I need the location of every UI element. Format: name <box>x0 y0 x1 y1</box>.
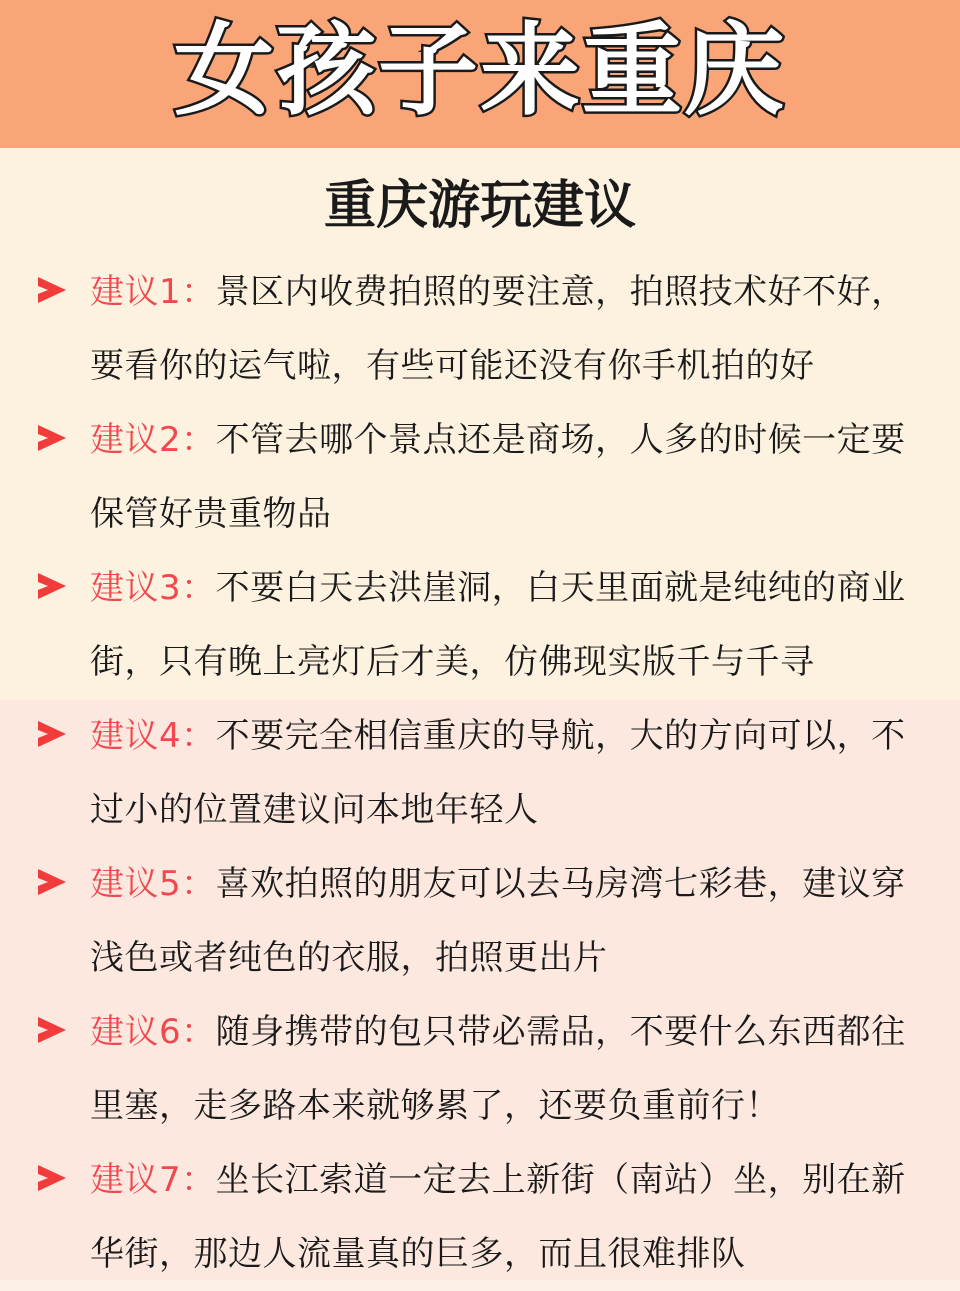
tip-text: 景区内收费拍照的要注意，拍照技术好不好，要看你的运气啦，有些可能还没有你手机拍的好 <box>90 272 906 386</box>
arrow-right-icon <box>38 1017 66 1043</box>
arrow-right-icon <box>38 277 66 303</box>
tip-text: 不管去哪个景点还是商场，人多的时候一定要保管好贵重物品 <box>90 420 906 534</box>
section-title: 重庆游玩建议 <box>323 176 636 236</box>
header-banner <box>0 0 960 148</box>
tip-text: 随身携带的包只带必需品，不要什么东西都往里塞，走多路本来就够累了，还要负重前行！ <box>90 1012 906 1126</box>
tip-label: 建议4： <box>90 716 216 756</box>
tip-text: 不要完全相信重庆的导航，大的方向可以，不过小的位置建议问本地年轻人 <box>90 716 906 830</box>
arrow-right-icon <box>38 869 66 895</box>
tip-label: 建议2： <box>90 420 216 460</box>
tip-label: 建议6： <box>90 1012 216 1052</box>
page-title: 女孩子来重庆 <box>174 12 786 129</box>
tip-text: 坐长江索道一定去上新街（南站）坐，别在新华街，那边人流量真的巨多，而且很难排队 <box>90 1160 906 1274</box>
arrow-right-icon <box>38 425 66 451</box>
tip-label: 建议1： <box>90 272 216 312</box>
arrow-right-icon <box>38 573 66 599</box>
tip-label: 建议7： <box>90 1160 216 1200</box>
arrow-right-icon <box>38 721 66 747</box>
tip-text: 不要白天去洪崖洞，白天里面就是纯纯的商业街，只有晚上亮灯后才美，仿佛现实版千与千寻 <box>90 568 906 682</box>
tip-label: 建议5： <box>90 864 216 904</box>
tip-text: 喜欢拍照的朋友可以去马房湾七彩巷，建议穿浅色或者纯色的衣服，拍照更出片 <box>90 864 906 978</box>
arrow-right-icon <box>38 1165 66 1191</box>
tip-label: 建议3： <box>90 568 216 608</box>
